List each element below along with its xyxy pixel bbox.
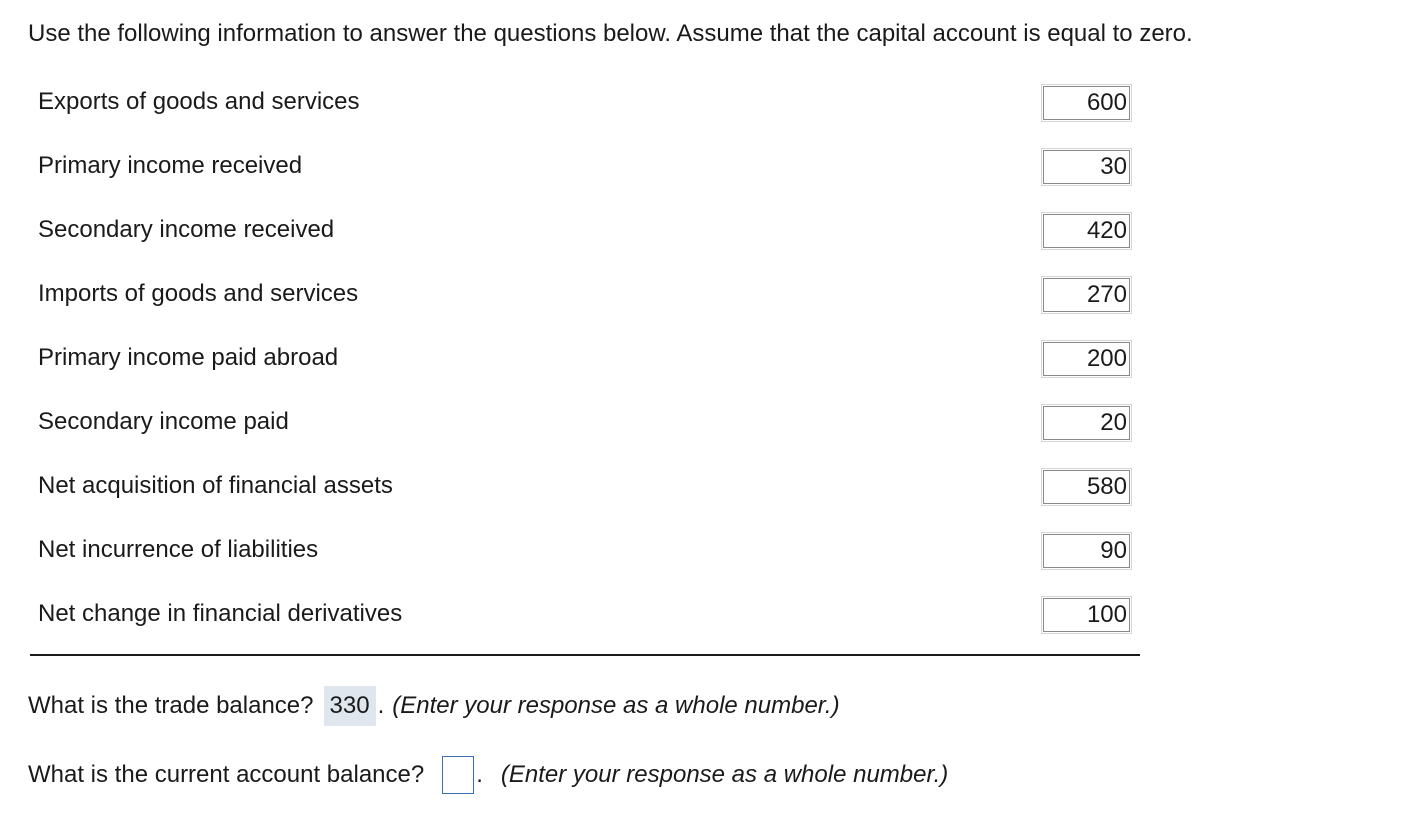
current-account-period: . [476, 761, 483, 788]
trade-balance-period: . [377, 692, 385, 719]
row-value: 580 [1043, 470, 1130, 504]
instructions-text: Use the following information to answer the questions below. Assume that the capital account is equal to zero. [28, 20, 1193, 47]
row-value: 200 [1043, 342, 1130, 376]
row-label: Net acquisition of financial assets [38, 472, 393, 499]
row-value: 20 [1043, 406, 1130, 440]
current-account-question-text: What is the current account balance? [28, 761, 425, 788]
current-account-hint: (Enter your response as a whole number.) [500, 761, 949, 788]
row-label: Net change in financial derivatives [38, 600, 403, 627]
table-row [38, 84, 1132, 148]
table-row [38, 468, 1132, 532]
table-row [38, 212, 1132, 276]
row-label: Primary income received [38, 152, 303, 179]
row-label: Imports of goods and services [38, 280, 359, 307]
row-value: 30 [1043, 150, 1130, 184]
row-value: 90 [1043, 534, 1130, 568]
data-table [38, 84, 1132, 660]
row-value: 420 [1043, 214, 1130, 248]
section-divider [30, 654, 1140, 656]
row-value: 600 [1043, 86, 1130, 120]
row-value: 100 [1043, 598, 1130, 632]
row-label: Secondary income received [38, 216, 335, 243]
table-row [38, 148, 1132, 212]
trade-balance-answer[interactable]: 330 [324, 686, 376, 726]
current-account-answer-input[interactable] [442, 756, 474, 794]
trade-balance-hint: (Enter your response as a whole number.) [392, 692, 840, 719]
trade-balance-question-text: What is the trade balance? [28, 692, 314, 719]
row-value: 270 [1043, 278, 1130, 312]
table-row [38, 276, 1132, 340]
row-label: Primary income paid abroad [38, 344, 339, 371]
row-label: Secondary income paid [38, 408, 289, 435]
trade-balance-question [28, 686, 840, 726]
table-row [38, 404, 1132, 468]
current-account-question [28, 756, 948, 794]
table-row [38, 532, 1132, 596]
table-row [38, 596, 1132, 660]
row-label: Exports of goods and services [38, 88, 360, 115]
row-label: Net incurrence of liabilities [38, 536, 319, 563]
table-row [38, 340, 1132, 404]
